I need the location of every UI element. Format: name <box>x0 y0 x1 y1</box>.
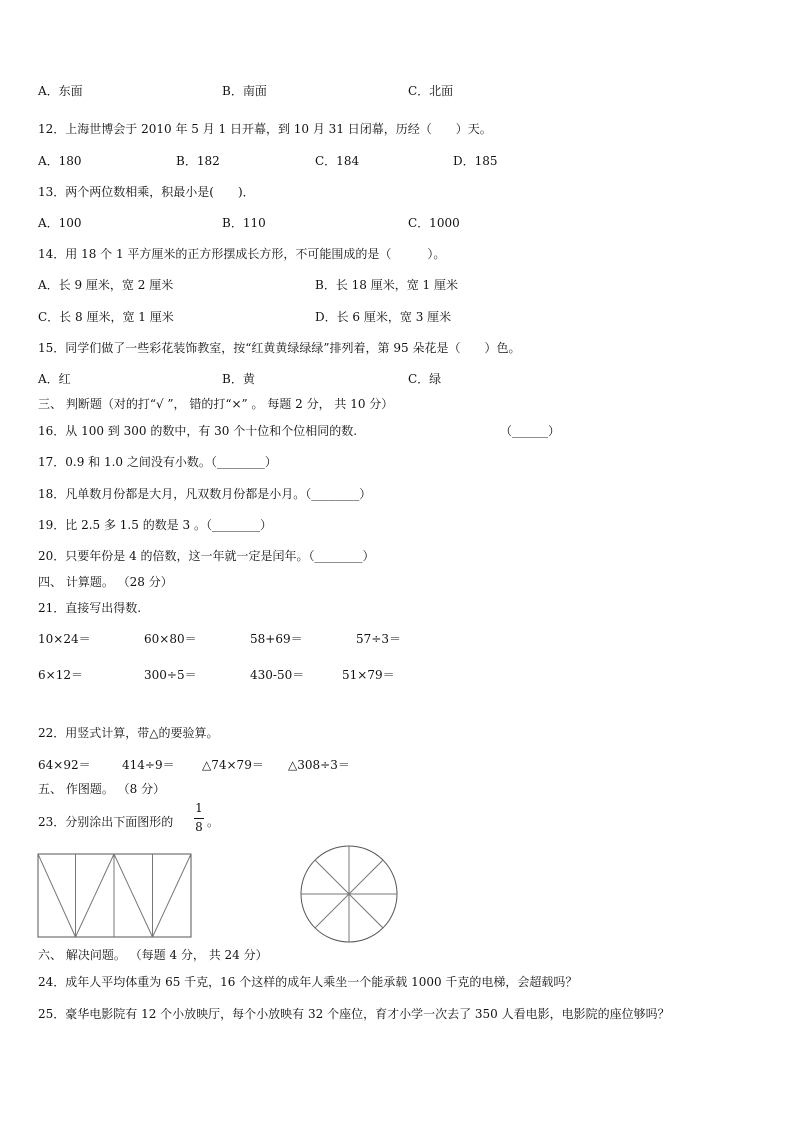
vertical-calc-item: 414÷9＝ <box>122 758 175 772</box>
calc-item: 430-50＝ <box>250 668 305 682</box>
q15-option-c: C．绿 <box>408 372 442 386</box>
q13-option-b: B．110 <box>222 216 266 230</box>
question-17: 17．0.9 和 1.0 之间没有小数。（________） <box>38 455 277 469</box>
q11-option-a: A．东面 <box>38 84 83 98</box>
question-25: 25．豪华电影院有 12 个小放映厅，每个小放映有 32 个座位，育才小学一次去了 350 人看电影，电影院的座位够吗？ <box>38 1007 670 1021</box>
q11-option-b: B．南面 <box>222 84 267 98</box>
question-23-end: 。 <box>207 815 220 829</box>
question-16: 16．从 100 到 300 的数中，有 30 个十位和个位相同的数. <box>38 424 358 438</box>
calc-item: 6×12＝ <box>38 668 83 682</box>
fraction-bar <box>194 818 204 819</box>
vertical-calc-item: △308÷3＝ <box>288 758 350 772</box>
calc-item: 60×80＝ <box>144 632 197 646</box>
question-18: 18．凡单数月份都是大月，凡双数月份都是小月。（________） <box>38 487 372 501</box>
q13-option-c: C．1000 <box>408 216 460 230</box>
q13-option-a: A．100 <box>38 216 82 230</box>
question-24: 24．成年人平均体重为 65 千克，16 个这样的成年人乘坐一个能承载 1000 千克的电梯，会超载吗？ <box>38 975 578 989</box>
question-15: 15．同学们做了一些彩花装饰教室，按“红黄黄绿绿绿”排列着，第 95 朵花是（ ）色。 <box>38 341 521 355</box>
section-3-heading: 三、 判断题（对的打“√ ”， 错的打“×” 。 每题 2 分， 共 10 分） <box>38 397 394 411</box>
question-22: 22．用竖式计算，带△的要验算。 <box>38 726 219 740</box>
q12-option-c: C．184 <box>315 154 360 168</box>
calc-item: 10×24＝ <box>38 632 91 646</box>
question-14: 14．用 18 个 1 平方厘米的正方形摆成长方形，不可能围成的是（ ）。 <box>38 247 446 261</box>
q14-option-c: C．长 8 厘米，宽 1 厘米 <box>38 310 174 324</box>
fraction-denominator: 8 <box>195 820 203 834</box>
calc-item: 58+69＝ <box>250 632 303 646</box>
question-12: 12．上海世博会于 2010 年 5 月 1 日开幕，到 10 月 31 日闭幕，历经（ ）天。 <box>38 122 492 136</box>
question-20: 20．只要年份是 4 的倍数，这一年就一定是闰年。（________） <box>38 549 375 563</box>
calc-item: 300÷5＝ <box>144 668 197 682</box>
vertical-calc-item: 64×92＝ <box>38 758 91 772</box>
q12-option-b: B．182 <box>176 154 220 168</box>
q14-option-b: B．长 18 厘米，宽 1 厘米 <box>315 278 458 292</box>
q15-option-a: A．红 <box>38 372 71 386</box>
fraction-numerator: 1 <box>195 801 203 815</box>
question-19: 19．比 2.5 多 1.5 的数是 3 。（________） <box>38 518 272 532</box>
section-5-heading: 五、 作图题。 （8 分） <box>38 782 166 796</box>
vertical-calc-item: △74×79＝ <box>202 758 264 772</box>
q11-option-c: C．北面 <box>408 84 454 98</box>
q14-option-a: A．长 9 厘米，宽 2 厘米 <box>38 278 174 292</box>
q12-option-d: D．185 <box>453 154 498 168</box>
section-6-heading: 六、 解决问题。 （每题 4 分， 共 24 分） <box>38 948 268 962</box>
q15-option-b: B．黄 <box>222 372 255 386</box>
question-13: 13．两个两位数相乘，积最小是( )． <box>38 185 255 199</box>
q16-answer-blank[interactable]: （______） <box>500 424 561 438</box>
question-21: 21．直接写出得数. <box>38 601 142 615</box>
q12-option-a: A．180 <box>38 154 82 168</box>
circle-figure <box>299 844 399 944</box>
question-23: 23．分别涂出下面图形的 <box>38 815 174 829</box>
calc-item: 51×79＝ <box>342 668 395 682</box>
section-4-heading: 四、 计算题。 （28 分） <box>38 575 173 589</box>
calc-item: 57÷3＝ <box>356 632 401 646</box>
rectangle-figure <box>37 853 193 939</box>
q14-option-d: D．长 6 厘米，宽 3 厘米 <box>315 310 452 324</box>
